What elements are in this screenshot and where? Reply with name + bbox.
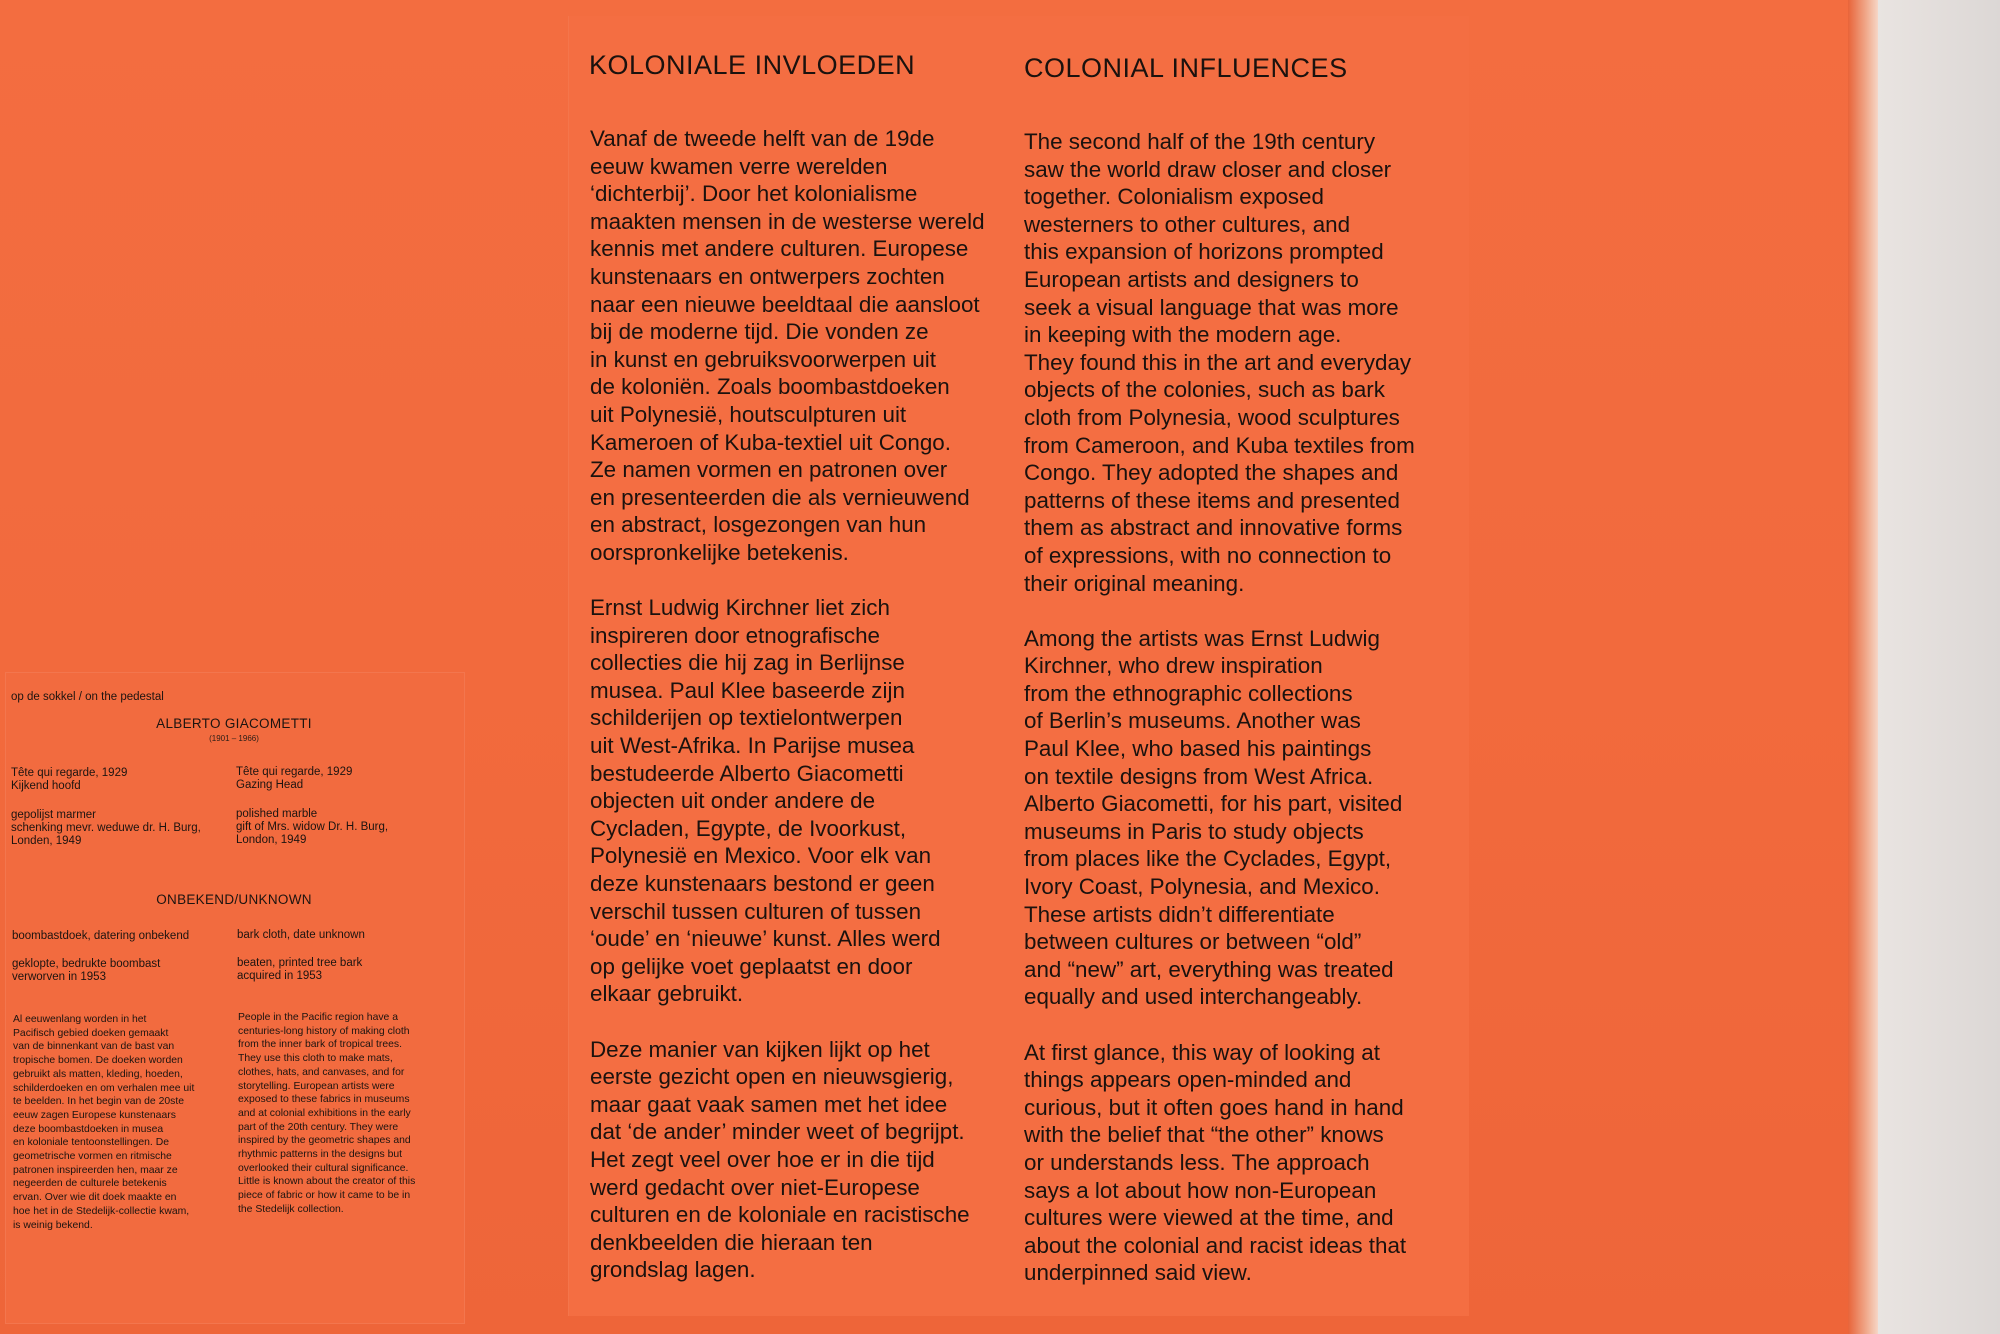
english-title: COLONIAL INFLUENCES <box>1024 53 1348 83</box>
english-text <box>1024 128 1454 1315</box>
side-wall <box>1878 0 2000 1334</box>
english-paragraph: The second half of the 19th century saw the world draw closer and closer together. Colonialism exposed westerners to other cultures, and this expansion of horizons prompted European artists and designers to seek a visual language that was more in keeping with the modern age. They found this in the art and everyday objects of the colonies, such as bark cloth from Polynesia, wood sculptures from Cameroon, and Kuba textiles from Congo. They adopted the shapes and patterns of these items and presented them as abstract and innovative forms of expressions, with no connection to their original meaning. <box>1024 129 1415 596</box>
dutch-paragraph: Ernst Ludwig Kirchner liet zich inspireren door etnografische collecties die hij zag in Berlijnse musea. Paul Klee baseerde zijn schilderijen op textielontwerpen uit West-Afrika. In Parijse musea bestudeerde Alberto Giacometti objecten uit onder andere de Cycladen, Egypte, de Ivoorkust, Polynesië en Mexico. Voor elk van deze kunstenaars bestond er geen verschil tussen culturen of tussen ‘oude’ en ‘nieuwe’ kunst. Alles werd op gelijke voet geplaatst en door elkaar gebruikt. <box>590 595 941 1007</box>
english-paragraph: At first glance, this way of looking at things appears open-minded and curious, but it often goes hand in hand with the belief that “the other” knows or understands less. The approach says a lot about how non-European cultures were viewed at the time, and about the colonial and racist ideas that underpinned said view. <box>1024 1039 1407 1286</box>
artist1-nl-title: Tête qui regarde, 1929 Kijkend hoofd <box>11 767 128 793</box>
artist1-dates: (1901 – 1966) <box>209 734 259 743</box>
artist2-name: ONBEKEND/UNKNOWN <box>156 892 312 907</box>
artist1-en-title: Tête qui regarde, 1929 Gazing Head <box>236 766 353 792</box>
label-location: op de sokkel / on the pedestal <box>11 691 164 703</box>
dutch-title: KOLONIALE INVLOEDEN <box>589 50 916 80</box>
artist2-nl-title: boombastdoek, datering onbekend <box>12 930 190 942</box>
artist2-nl-description: Al eeuwenlang worden in het Pacifisch gebied doeken gemaakt van de binnenkant van de bast van tropische bomen. De doeken worden gebruikt als matten, kleding, hoeden, schilderdoeken en om verhalen mee uit te beelden. In het begin van de 20ste eeuw zagen Europese kunstenaars deze boombastdoeken in musea en koloniale tentoonstellingen. De geometrische vormen en ritmische patronen inspireerden hen, maar ze negeerden de culturele betekenis ervan. Over wie dit doek maakte en hoe het in de Stedelijk-collectie kwam, is weinig bekend. <box>13 1014 195 1231</box>
artist1-name: ALBERTO GIACOMETTI <box>156 716 312 731</box>
artist1-nl-details: gepolijst marmer schenking mevr. weduwe dr. H. Burg, Londen, 1949 <box>11 809 201 848</box>
artist1-en-details: polished marble gift of Mrs. widow Dr. H. Burg, London, 1949 <box>236 808 389 847</box>
dutch-paragraph: Vanaf de tweede helft van de 19de eeuw kwamen verre werelden ‘dichterbij’. Door het kolonialisme maakten mensen in de westerse wereld kennis met andere culturen. Europese kunstenaars en ontwerpers zochten naar een nieuwe beeldtaal die aansloot bij de moderne tijd. Die vonden ze in kunst en gebruiksvoorwerpen uit de koloniën. Zoals boombastdoeken uit Polynesië, houtsculpturen uit Kameroen of Kuba-textiel uit Congo. Ze namen vormen en patronen over en presenteerden die als vernieuwend en abstract, losgezongen van hun oorspronkelijke betekenis. <box>590 126 985 565</box>
english-paragraph: Among the artists was Ernst Ludwig Kirchner, who drew inspiration from the ethnographic collections of Berlin’s museums. Another was Paul Klee, who based his paintings on textile designs from West Africa. Alberto Giacometti, for his part, visited museums in Paris to study objects from places like the Cyclades, Egypt, Ivory Coast, Polynesia, and Mexico. These artists didn’t differentiate between cultures or between “old” and “new” art, everything was treated equally and used interchangeably. <box>1024 625 1403 1010</box>
artist2-en-title: bark cloth, date unknown <box>237 929 365 941</box>
artist2-nl-details: geklopte, bedrukte boombast verworven in 1953 <box>12 958 161 984</box>
dutch-paragraph: Deze manier van kijken lijkt op het eerste gezicht open en nieuwsgierig, maar gaat vaak samen met het idee dat ‘de ander’ minder weet of begrijpt. Het zegt veel over hoe er in die tijd werd gedacht over niet-Europese culturen en de koloniale en racistische denkbeelden die hieraan ten grondslag lagen. <box>590 1036 970 1283</box>
wall-edge <box>1848 0 1878 1334</box>
artist2-en-description: People in the Pacific region have a centuries-long history of making cloth from the inner bark of tropical trees. They use this cloth to make mats, clothes, hats, and canvases, and for storytelling. European artists were exposed to these fabrics in museums and at colonial exhibitions in the early part of the 20th century. They were inspired by the geometric shapes and rhythmic patterns in the designs but overlooked their cultural significance. Little is known about the creator of this piece of fabric or how it came to be in the Stedelijk collection. <box>238 1012 416 1215</box>
dutch-text <box>590 125 1020 1312</box>
artist2-en-details: beaten, printed tree bark acquired in 1953 <box>237 957 363 983</box>
